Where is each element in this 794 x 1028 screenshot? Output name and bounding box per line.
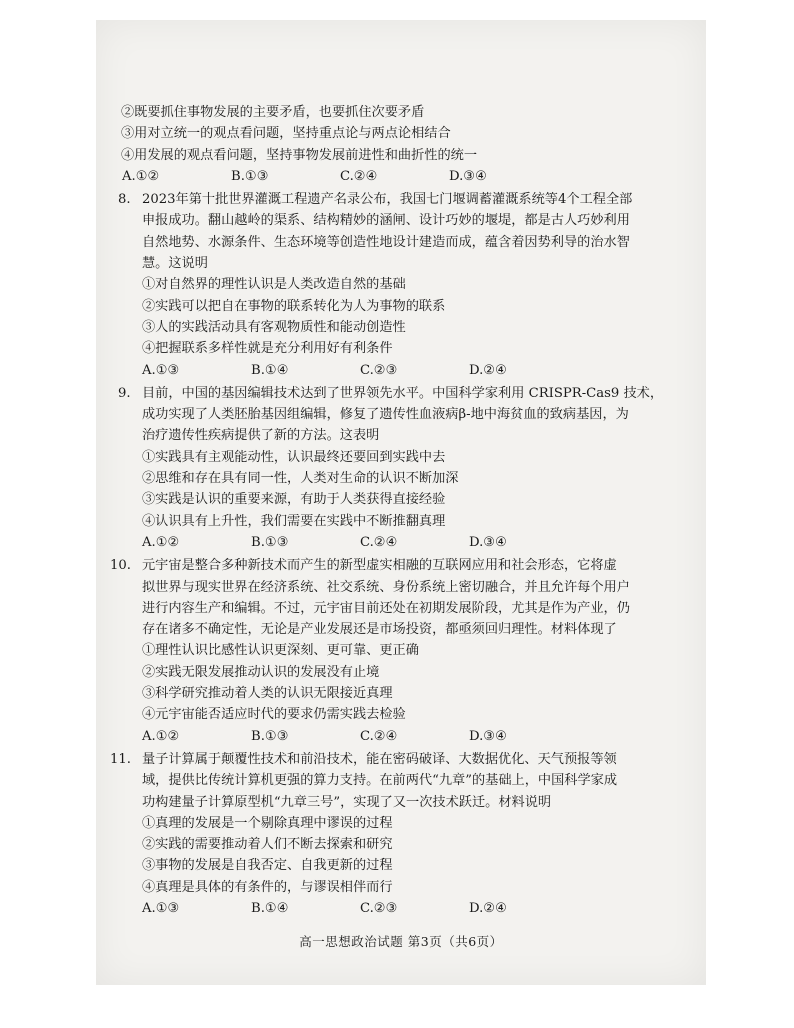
statement-item: ②实践可以把自在事物的联系转化为人为事物的联系 [142, 298, 446, 314]
choice-d: D.③④ [449, 168, 487, 184]
statement-item: ④元宇宙能否适应时代的要求仍需实践去检验 [142, 707, 406, 723]
answer-choices [118, 532, 698, 553]
answer-choices [118, 166, 698, 187]
statement-item: ③科学研究推动着人类的认识无限接近真理 [142, 686, 393, 702]
question-stem [110, 555, 698, 640]
choice-b: B.①④ [251, 362, 289, 378]
question-number: 9. [118, 385, 131, 401]
stem-line: 进行内容生产和编辑。不过，元宇宙目前还处在初期发展阶段，尤其是作为产业，仍 [142, 600, 630, 616]
question-8 [118, 189, 698, 381]
choice-d: D.③④ [469, 728, 507, 744]
stem-line: 申报成功。翻山越岭的渠系、结构精妙的涵闸、设计巧妙的堰堤，都是古人巧妙利用 [142, 213, 630, 229]
statement-item: ①真理的发展是一个剔除真理中谬误的过程 [142, 815, 393, 831]
question-number: 11. [110, 751, 131, 767]
choice-d: D.③④ [469, 534, 507, 550]
choice-b: B.①③ [251, 728, 289, 744]
answer-choices [118, 726, 698, 747]
choice-c: C.②④ [360, 534, 398, 550]
question-stem [110, 749, 698, 813]
stem-line: 拟世界与现实世界在经济系统、社交系统、身份系统上密切融合，并且允许每个用户 [142, 579, 630, 595]
statement-item: ④用发展的观点看问题，坚持事物发展前进性和曲折性的统一 [121, 147, 478, 163]
question-11 [110, 749, 698, 919]
question-10 [110, 555, 698, 747]
answer-choices [118, 360, 698, 381]
choice-a: A.①③ [142, 900, 180, 916]
question-9 [118, 383, 698, 553]
choice-b: B.①③ [251, 534, 289, 550]
choice-c: C.②④ [340, 168, 378, 184]
stem-line: 成功实现了人类胚胎基因组编辑，修复了遗传性血液病β-地中海贫血的致病基因，为 [142, 407, 629, 423]
question-number: 8. [118, 192, 131, 208]
stem-line: 慧。这说明 [142, 256, 208, 272]
question-stem [118, 383, 698, 447]
question-number: 10. [110, 558, 131, 574]
choice-a: A.①② [142, 534, 180, 550]
stem-line: 2023年第十批世界灌溉工程遗产名录公布，我国七门堰调蓄灌溉系统等4个工程全部 [142, 192, 633, 208]
choice-b: B.①③ [231, 168, 269, 184]
statement-item: ③事物的发展是自我否定、自我更新的过程 [142, 858, 393, 874]
statement-item: ③人的实践活动具有客观物质性和能动创造性 [142, 319, 406, 335]
stem-line: 存在诸多不确定性，无论是产业发展还是市场投资，都亟须回归理性。材料体现了 [142, 622, 617, 638]
stem-line: 自然地势、水源条件、生态环境等创造性地设计建造而成，蕴含着因势利导的治水智 [142, 234, 630, 250]
answer-choices [118, 898, 698, 919]
statement-item: ④认识具有上升性，我们需要在实践中不断推翻真理 [142, 513, 446, 529]
stem-line: 量子计算属于颠覆性技术和前沿技术，能在密码破译、大数据优化、天气预报等领 [142, 751, 617, 767]
choice-a: A.①② [122, 168, 160, 184]
statement-item: ②思维和存在具有同一性，人类对生命的认识不断加深 [142, 471, 459, 487]
statement-item: ④真理是具体的有条件的，与谬误相伴而行 [142, 879, 393, 895]
statement-item: ①实践具有主观能动性，认识最终还要回到实践中去 [142, 449, 446, 465]
choice-d: D.②④ [469, 900, 507, 916]
choice-c: C.②④ [360, 728, 398, 744]
stem-line: 功构建量子计算原型机“九章三号”，实现了又一次技术跃迁。材料说明 [142, 794, 552, 810]
exam-page [96, 20, 706, 985]
question-stem [118, 189, 698, 274]
statement-item: ④把握联系多样性就是充分利用好有利条件 [142, 341, 393, 357]
choice-c: C.②③ [360, 900, 398, 916]
stem-line: 治疗遗传性疾病提供了新的方法。这表明 [142, 428, 380, 444]
statement-item: ③用对立统一的观点看问题，坚持重点论与两点论相结合 [121, 126, 451, 142]
statement-item: ①对自然界的理性认识是人类改造自然的基础 [142, 277, 406, 293]
statement-item: ②既要抓住事物发展的主要矛盾，也要抓住次要矛盾 [121, 105, 425, 120]
choice-b: B.①④ [251, 900, 289, 916]
statement-item: ③实践是认识的重要来源，有助于人类获得直接经验 [142, 492, 446, 508]
question-content [110, 102, 698, 921]
question-7-tail [118, 102, 698, 187]
statement-item: ①理性认识比感性认识更深刻、更可靠、更正确 [142, 643, 419, 659]
choice-d: D.②④ [469, 362, 507, 378]
statement-item: ②实践的需要推动着人们不断去探索和研究 [142, 837, 393, 853]
page-footer: 高一思想政治试题 第3页（共6页） [299, 934, 503, 949]
statement-item: ②实践无限发展推动认识的发展没有止境 [142, 664, 380, 680]
stem-line: 域，提供比传统计算机更强的算力支持。在前两代“九章”的基础上，中国科学家成 [142, 773, 618, 789]
choice-a: A.①③ [142, 362, 180, 378]
stem-line: 元宇宙是整合多种新技术而产生的新型虚实相融的互联网应用和社会形态，它将虚 [142, 558, 617, 574]
stem-line: 目前，中国的基因编辑技术达到了世界领先水平。中国科学家利用 CRISPR-Cas9 技术， [142, 385, 664, 401]
choice-a: A.①② [142, 728, 180, 744]
choice-c: C.②③ [360, 362, 398, 378]
